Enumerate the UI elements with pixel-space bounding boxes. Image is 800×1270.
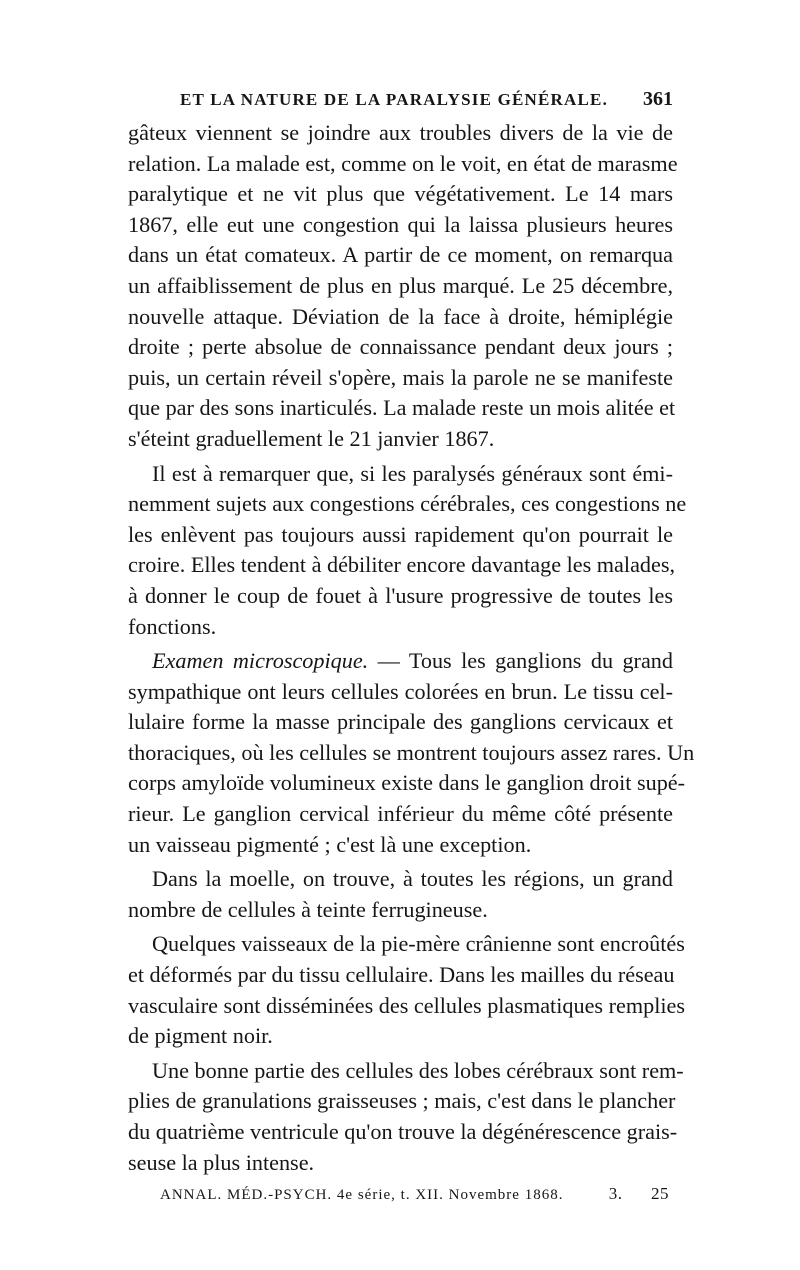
- text-line-rest: — Tous les ganglions du grand: [368, 648, 673, 674]
- text-line: de pigment noir.: [128, 1023, 273, 1049]
- text-line: un affaiblissement de plus en plus marqué. Le 25 décembre,: [128, 272, 673, 298]
- page-number: 361: [643, 88, 673, 110]
- text-line: nouvelle attaque. Déviation de la face à droite, hémiplégie: [128, 303, 673, 329]
- text-line: croire. Elles tendent à débiliter encore davantage les malades,: [128, 552, 676, 578]
- signature-mark-text: 3.: [608, 1184, 623, 1204]
- text-line: du quatrième ventricule qu'on trouve la dégénérescence grais-: [128, 1119, 678, 1144]
- text-line: à donner le coup de fouet à l'usure progressive de toutes les: [128, 582, 673, 608]
- section-subhead: Examen microscopique.: [152, 648, 369, 674]
- text-line: [128, 646, 673, 677]
- signature-mark: [609, 1184, 669, 1204]
- text-line: rieur. Le ganglion cervical inférieur du même côté présente: [128, 801, 673, 827]
- text-line: paralytique et ne vit plus que végétativement. Le 14 mars: [128, 181, 673, 207]
- text-line: droite ; perte absolue de connaissance pendant deux jours ;: [128, 334, 673, 360]
- text-line: 1867, elle eut une congestion qui la laissa plusieurs heures: [128, 211, 673, 237]
- text-line: les enlèvent pas toujours aussi rapidement qu'on pourrait le: [128, 521, 673, 547]
- text-line: puis, un certain réveil s'opère, mais la parole ne se manifeste: [128, 364, 673, 390]
- text-line: Dans la moelle, on trouve, à toutes les régions, un grand: [152, 866, 673, 892]
- text-line: sympathique ont leurs cellules colorées en brun. Le tissu cel-: [128, 678, 673, 704]
- text-line: Une bonne partie des cellules des lobes cérébraux sont rem-: [152, 1057, 684, 1083]
- text-line: lulaire forme la masse principale des ganglions cervicaux et: [128, 709, 673, 735]
- text-line: relation. La malade est, comme on le voit, en état de marasme: [128, 150, 678, 176]
- text-line: Quelques vaisseaux de la pie-mère crânienne sont encroûtés: [152, 931, 685, 957]
- text-line: corps amyloïde volumineux existe dans le ganglion droit supé-: [128, 770, 686, 796]
- running-head: [128, 88, 673, 118]
- text-line: thoraciques, où les cellules se montrent toujours assez rares. Un: [128, 739, 695, 765]
- paragraph: [128, 459, 687, 643]
- body-text: [128, 118, 695, 1178]
- text-line: nemment sujets aux congestions cérébrales, ces congestions ne: [128, 491, 687, 517]
- text-line: vasculaire sont disséminées des cellules plasmatiques remplies: [128, 992, 686, 1018]
- text-line: seuse la plus intense.: [128, 1149, 315, 1175]
- text-line: que par des sons inarticulés. La malade reste un mois alitée et: [128, 395, 676, 421]
- paragraph: [128, 646, 695, 860]
- book-page: [128, 88, 695, 1204]
- text-line: s'éteint graduellement le 21 janvier 1867.: [128, 425, 495, 451]
- text-line: dans un état comateux. A partir de ce moment, on remarqua: [128, 242, 673, 268]
- paragraph: [128, 1056, 684, 1178]
- paragraph: [128, 118, 678, 455]
- text-line: un vaisseau pigmenté ; c'est là une exception.: [128, 831, 532, 857]
- signature-number: 25: [651, 1184, 669, 1204]
- paragraph: [128, 864, 673, 925]
- paragraph: [128, 929, 686, 1051]
- text-line: fonctions.: [128, 613, 217, 639]
- running-title: ET LA NATURE DE LA PARALYSIE GÉNÉRALE.: [180, 90, 609, 109]
- text-line: et déformés par du tissu cellulaire. Dans les mailles du réseau: [128, 962, 675, 988]
- text-line: nombre de cellules à teinte ferrugineuse.: [128, 896, 488, 922]
- text-line: plies de granulations graisseuses ; mais, c'est dans le plancher: [128, 1088, 676, 1114]
- page-footer: [128, 1184, 673, 1204]
- text-line: Il est à remarquer que, si les paralysés généraux sont émi-: [152, 460, 673, 486]
- journal-line: ANNAL. MÉD.-PSYCH. 4e série, t. XII. Novembre 1868.: [160, 1187, 564, 1204]
- text-line: gâteux viennent se joindre aux troubles divers de la vie de: [128, 120, 673, 145]
